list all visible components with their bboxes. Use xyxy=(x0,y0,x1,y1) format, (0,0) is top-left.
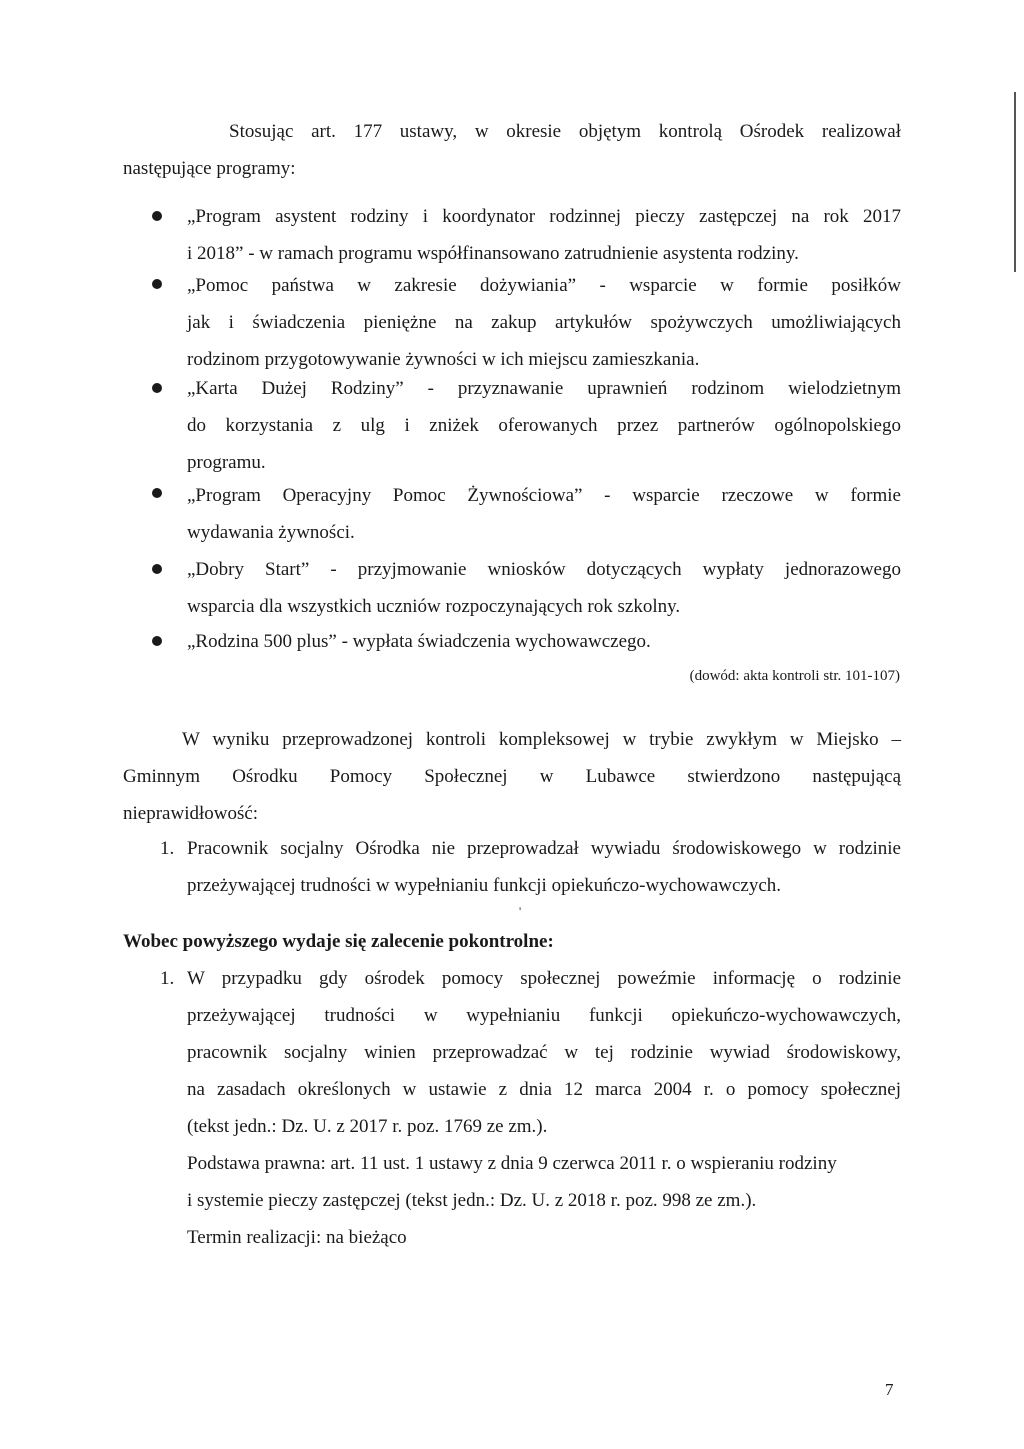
program-line: jak i świadczenia pieniężne na zakup artykułów spożywczych umożliwiających xyxy=(187,312,901,333)
recommendation-line: przeżywającej trudności w wypełnianiu funkcji opiekuńczo-wychowawczych, xyxy=(187,1005,901,1026)
recommendation-number: 1. xyxy=(160,968,175,989)
program-line: „Program Operacyjny Pomoc Żywnościowa” - wsparcie rzeczowe w formie xyxy=(187,485,901,506)
findings-line: nieprawidłowość: xyxy=(123,803,259,824)
recommendation-heading: Wobec powyższego wydaje się zalecenie pokontrolne: xyxy=(123,931,554,952)
program-line: wydawania żywności. xyxy=(187,522,355,543)
bullet-icon xyxy=(152,564,162,574)
program-line: „Rodzina 500 plus” - wypłata świadczenia wychowawczego. xyxy=(187,631,651,652)
intro-line-1: Stosując art. 177 ustawy, w okresie objętym kontrolą Ośrodek realizował xyxy=(229,121,901,142)
legal-basis-line: Podstawa prawna: art. 11 ust. 1 ustawy z dnia 9 czerwca 2011 r. o wspieraniu rodziny xyxy=(187,1153,837,1174)
intro-paragraph-cont xyxy=(123,150,296,187)
program-item xyxy=(187,551,901,625)
program-line: „Pomoc państwa w zakresie dożywiania” - wsparcie w formie posiłków xyxy=(187,275,901,296)
recommendation-line: na zasadach określonych w ustawie z dnia 12 marca 2004 r. o pomocy społecznej xyxy=(187,1079,901,1100)
scan-edge-line xyxy=(1014,92,1016,272)
finding-line: przeżywającej trudności w wypełnianiu funkcji opiekuńczo-wychowawczych. xyxy=(187,875,782,896)
program-line: wsparcia dla wszystkich uczniów rozpoczynających rok szkolny. xyxy=(187,596,681,617)
program-item xyxy=(187,198,901,272)
finding-line: Pracownik socjalny Ośrodka nie przeprowadzał wywiadu środowiskowego w rodzinie xyxy=(187,838,901,859)
finding-number: 1. xyxy=(160,838,175,859)
program-line: „Dobry Start” - przyjmowanie wniosków dotyczących wypłaty jednorazowego xyxy=(187,559,901,580)
program-line: programu. xyxy=(187,452,266,473)
bullet-icon xyxy=(152,636,162,646)
stray-mark: ' xyxy=(519,904,522,918)
program-item xyxy=(187,267,901,378)
findings-line: W wyniku przeprowadzonej kontroli kompleksowej w trybie zwykłym w Miejsko – xyxy=(182,729,901,750)
finding-item xyxy=(187,830,901,904)
program-line: rodzinom przygotowywanie żywności w ich miejscu zamieszkania. xyxy=(187,349,700,370)
legal-basis-line: i systemie pieczy zastępczej (tekst jedn.: Dz. U. z 2018 r. poz. 998 ze zm.). xyxy=(187,1190,757,1211)
deadline-line: Termin realizacji: na bieżąco xyxy=(187,1227,407,1248)
recommendation-line: pracownik socjalny winien przeprowadzać w tej rodzinie wywiad środowiskowy, xyxy=(187,1042,901,1063)
bullet-icon xyxy=(152,488,162,498)
findings-paragraph xyxy=(182,721,901,758)
program-item xyxy=(187,477,901,551)
page-number: 7 xyxy=(885,1380,894,1399)
evidence-note: (dowód: akta kontroli str. 101-107) xyxy=(689,668,900,684)
intro-paragraph xyxy=(229,113,901,150)
bullet-icon xyxy=(152,211,162,221)
intro-line-2: następujące programy: xyxy=(123,158,296,179)
findings-line: Gminnym Ośrodku Pomocy Społecznej w Lubawce stwierdzono następującą xyxy=(123,766,901,787)
bullet-icon xyxy=(152,383,162,393)
findings-paragraph-cont xyxy=(123,758,901,832)
recommendation-item xyxy=(187,960,901,1256)
recommendation-line: (tekst jedn.: Dz. U. z 2017 r. poz. 1769 ze zm.). xyxy=(187,1116,548,1137)
program-item xyxy=(187,370,901,481)
program-line: „Program asystent rodziny i koordynator rodzinnej pieczy zastępczej na rok 2017 xyxy=(187,206,901,227)
bullet-icon xyxy=(152,279,162,289)
program-line: „Karta Dużej Rodziny” - przyznawanie uprawnień rodzinom wielodzietnym xyxy=(187,378,901,399)
program-item xyxy=(187,623,901,660)
program-line: do korzystania z ulg i zniżek oferowanych przez partnerów ogólnopolskiego xyxy=(187,415,901,436)
program-line: i 2018” - w ramach programu współfinansowano zatrudnienie asystenta rodziny. xyxy=(187,243,799,264)
recommendation-line: W przypadku gdy ośrodek pomocy społecznej poweźmie informację o rodzinie xyxy=(187,968,901,989)
